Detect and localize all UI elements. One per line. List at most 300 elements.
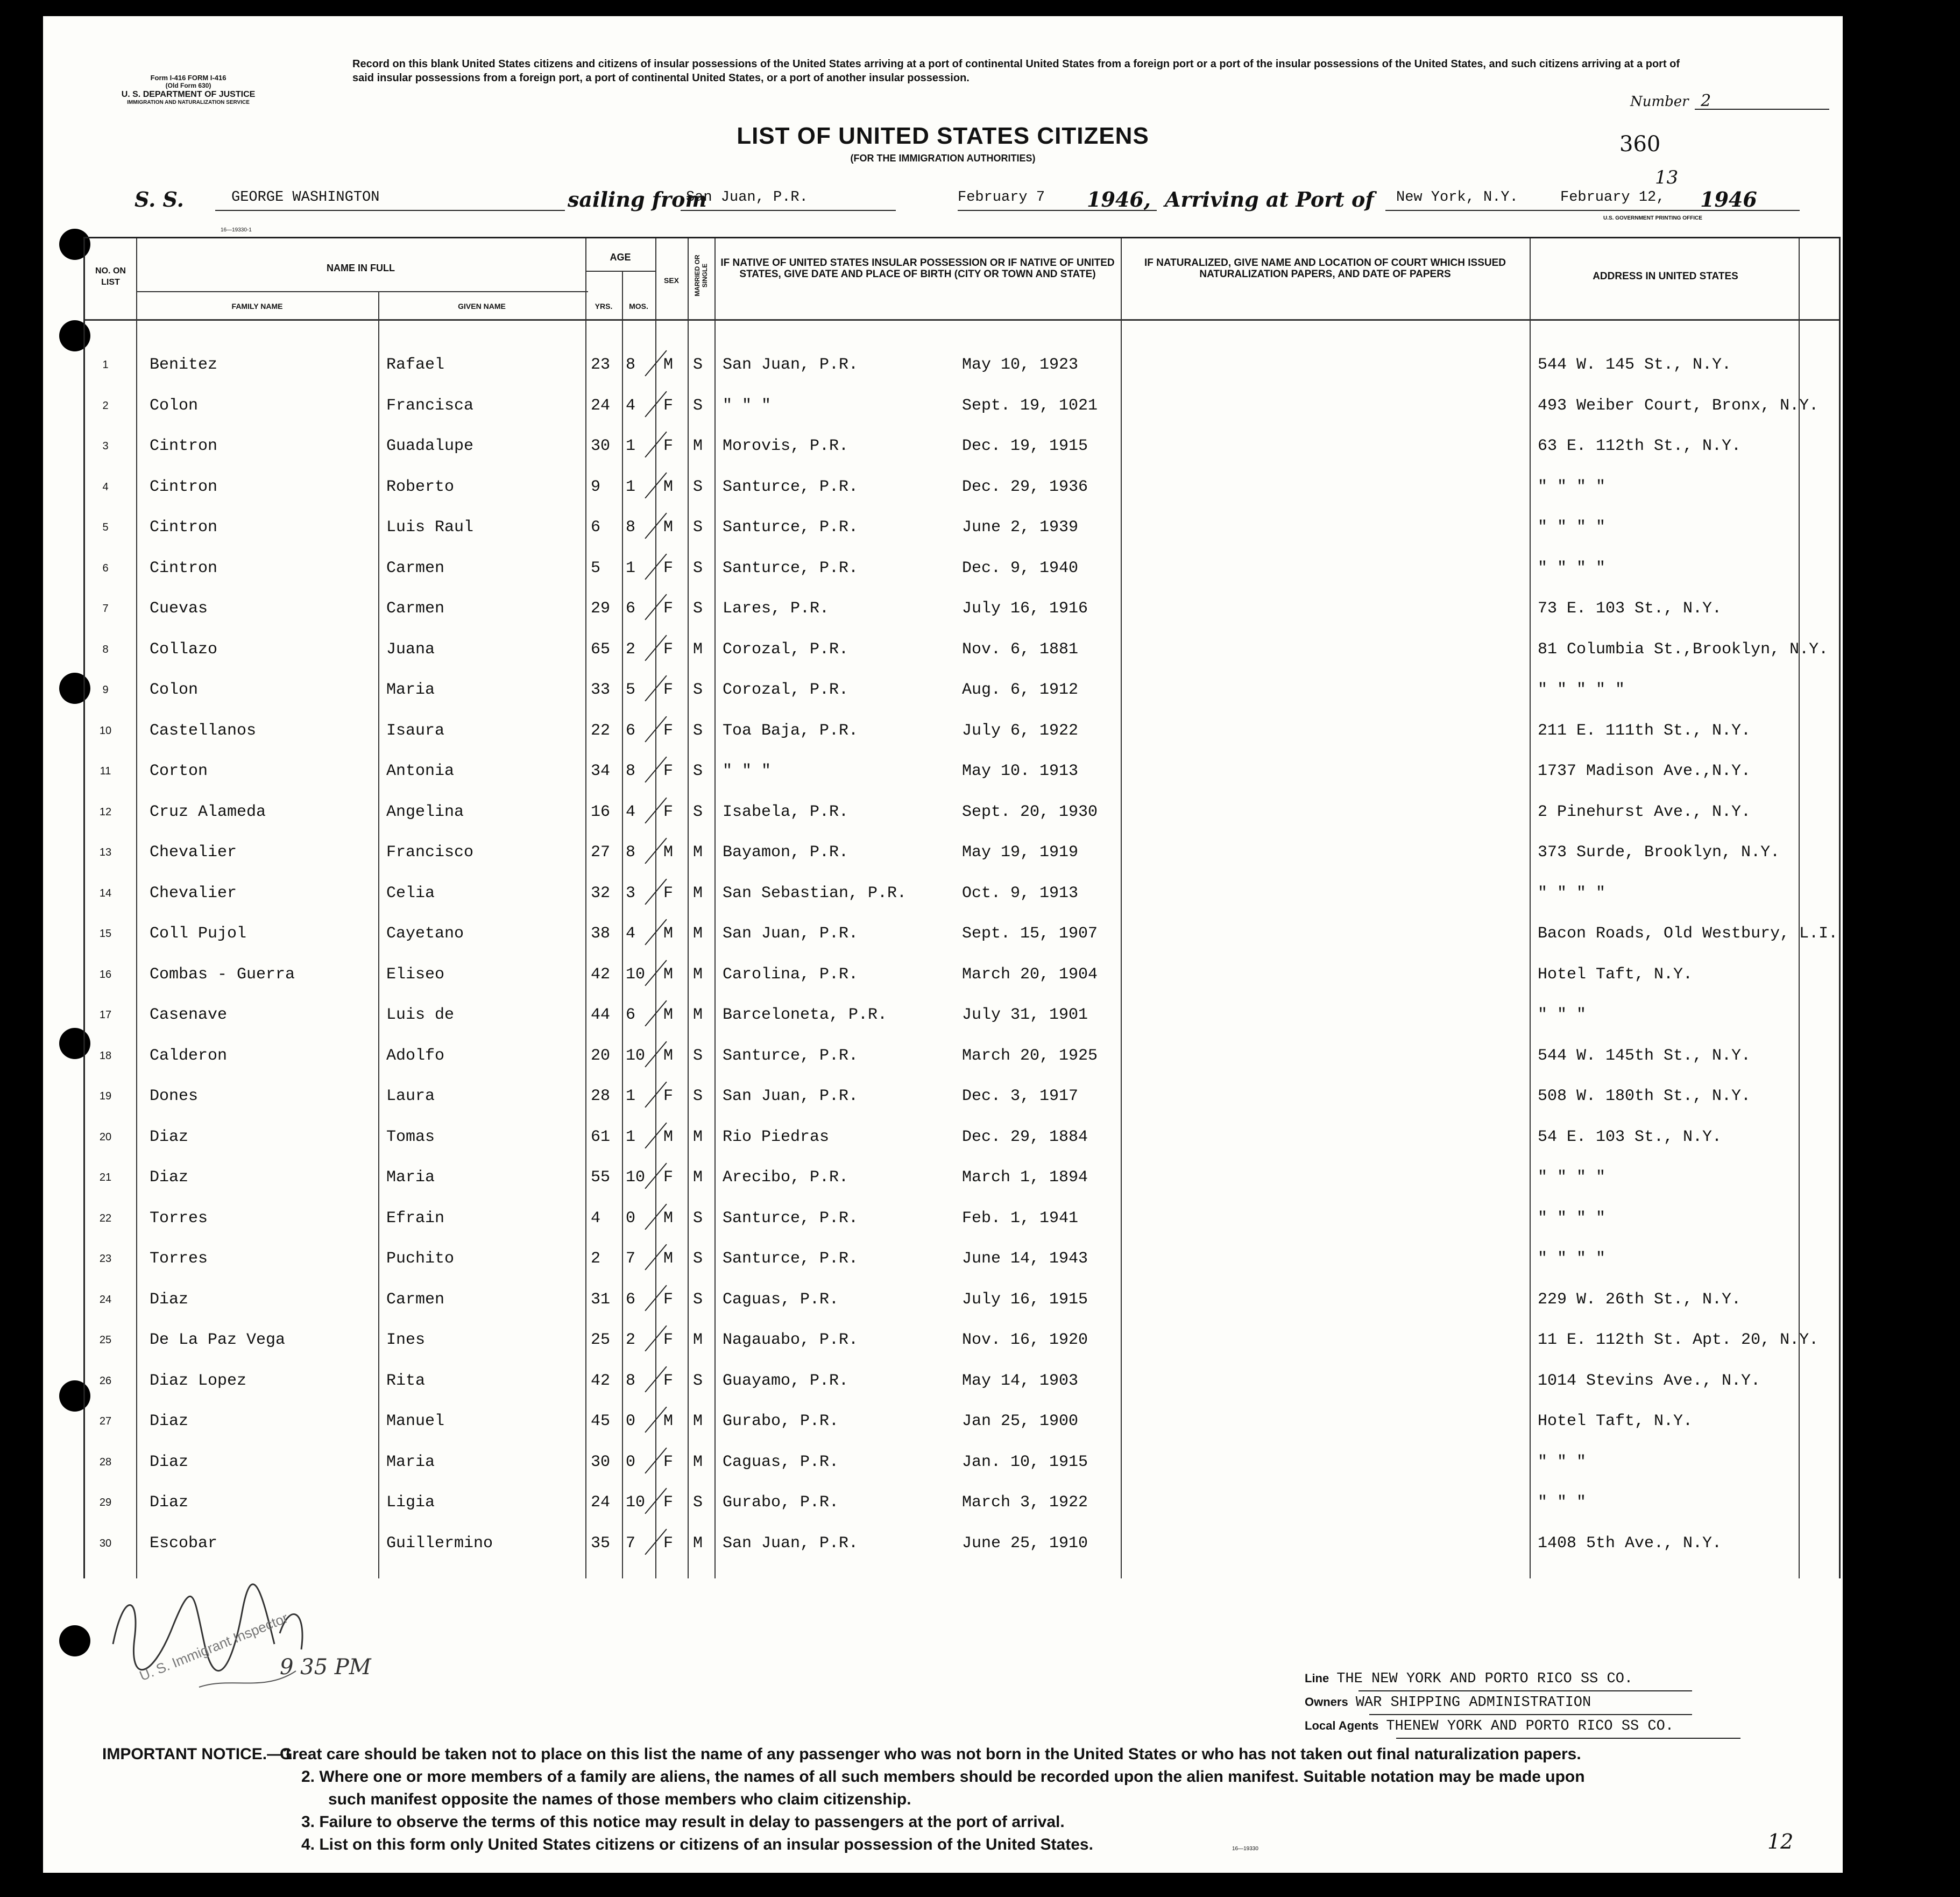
table-row: [85, 1045, 1839, 1067]
row-number: 18: [99, 1049, 112, 1062]
table-row: [85, 1370, 1839, 1392]
age-years: 34: [591, 762, 611, 780]
line-underline: [1358, 1690, 1692, 1691]
inspector-stamp: U. S. Immigrant Inspector: [137, 1609, 291, 1684]
birth-date: Sept. 20, 1930: [962, 802, 1098, 821]
marital-status: M: [693, 437, 703, 455]
birth-date: March 20, 1904: [962, 965, 1098, 984]
birth-date: Nov. 16, 1920: [962, 1331, 1088, 1349]
given-name: Carmen: [386, 600, 445, 618]
table-row: [85, 801, 1839, 823]
age-years: 27: [591, 843, 611, 862]
table-row: [85, 598, 1839, 619]
sex: F: [663, 681, 674, 699]
given-name: Francisca: [386, 396, 474, 415]
birth-date: Dec. 29, 1884: [962, 1127, 1088, 1146]
sex: F: [663, 640, 674, 659]
us-address: 1014 Stevins Ave., N.Y.: [1538, 1371, 1761, 1390]
marital-status: M: [693, 1452, 703, 1471]
departure-port: San Juan, P.R.: [686, 189, 808, 206]
age-months: 8: [626, 1371, 636, 1390]
sex: M: [663, 1209, 674, 1228]
row-number: 4: [102, 481, 109, 493]
hdr-mos: MOS.: [629, 302, 648, 311]
sex: M: [663, 1046, 674, 1065]
inspector-signature: [102, 1579, 382, 1709]
print-code: 16—19330-1: [221, 227, 252, 233]
age-years: 38: [591, 925, 611, 943]
us-address: " " " ": [1538, 1209, 1606, 1228]
age-months: 1: [626, 477, 636, 496]
given-name: Isaura: [386, 721, 445, 740]
table-row: [85, 1492, 1839, 1513]
birth-date: Dec. 19, 1915: [962, 437, 1088, 455]
given-name: Celia: [386, 884, 435, 902]
sex: F: [663, 559, 674, 577]
marital-status: S: [693, 802, 703, 821]
list-number: [1630, 91, 1711, 110]
marital-status: S: [693, 518, 703, 537]
birth-date: Sept. 15, 1907: [962, 925, 1098, 943]
us-address: 493 Weiber Court, Bronx, N.Y.: [1538, 396, 1819, 415]
birth-place: Lares, P.R.: [723, 600, 830, 618]
table-row: [85, 1126, 1839, 1148]
given-name: Guadalupe: [386, 437, 474, 455]
birth-date: Dec. 29, 1936: [962, 477, 1088, 496]
table-row: [85, 1533, 1839, 1554]
department: U. S. DEPARTMENT OF JUSTICE: [121, 89, 256, 99]
row-number: 14: [99, 887, 112, 899]
birth-date: July 31, 1901: [962, 1006, 1088, 1024]
age-years: 55: [591, 1168, 611, 1187]
marital-status: S: [693, 559, 703, 577]
age-months: 5: [626, 681, 636, 699]
table-row: [85, 1329, 1839, 1351]
birth-place: Rio Piedras: [723, 1127, 830, 1146]
owners-label: Owners: [1305, 1695, 1348, 1709]
given-name: Laura: [386, 1087, 435, 1105]
hdr-name: NAME IN FULL: [327, 263, 395, 273]
row-number: 26: [99, 1374, 112, 1387]
family-name: Benitez: [150, 356, 218, 374]
birth-place: Caguas, P.R.: [723, 1452, 839, 1471]
age-months: 0: [626, 1209, 636, 1228]
birth-place: Santurce, P.R.: [723, 518, 859, 537]
given-name: Antonia: [386, 762, 455, 780]
marital-status: S: [693, 477, 703, 496]
age-years: 24: [591, 1493, 611, 1512]
age-months: 2: [626, 1331, 636, 1349]
sailing-from-label: sailing from: [568, 187, 707, 211]
given-name: Angelina: [386, 802, 464, 821]
sex: M: [663, 477, 674, 496]
row-number: 27: [99, 1415, 112, 1427]
given-name: Maria: [386, 1168, 435, 1187]
birth-date: July 16, 1916: [962, 600, 1088, 618]
sex: M: [663, 1412, 674, 1430]
row-number: 22: [99, 1212, 112, 1224]
agents-label: Local Agents: [1305, 1719, 1379, 1732]
sex: M: [663, 356, 674, 374]
birth-place: Morovis, P.R.: [723, 437, 849, 455]
marital-status: M: [693, 1168, 703, 1187]
hdr-sex: SEX: [663, 276, 679, 285]
birth-date: July 16, 1915: [962, 1290, 1088, 1309]
departure-underline: [681, 210, 896, 211]
marital-status: M: [693, 1331, 703, 1349]
row-number: 8: [102, 643, 109, 655]
marital-status: S: [693, 1250, 703, 1268]
row-number: 24: [99, 1293, 112, 1306]
birth-date: Sept. 19, 1021: [962, 396, 1098, 415]
row-number: 2: [102, 399, 109, 412]
passenger-table: [83, 237, 1841, 1578]
us-address: " " " ": [1538, 559, 1606, 577]
age-months: 3: [626, 884, 636, 902]
birth-date: Aug. 6, 1912: [962, 681, 1079, 699]
birth-place: " " ": [723, 396, 772, 415]
sex: M: [663, 1006, 674, 1024]
given-name: Maria: [386, 681, 435, 699]
age-years: 30: [591, 1452, 611, 1471]
hdr-age: AGE: [610, 252, 631, 263]
form-number: Form I-416 FORM I-416: [150, 74, 227, 82]
family-name: Cuevas: [150, 600, 208, 618]
arrival-underline: [1385, 210, 1800, 211]
age-months: 8: [626, 356, 636, 374]
hdr-given: GIVEN NAME: [458, 302, 506, 311]
family-name: Diaz: [150, 1290, 189, 1309]
row-number: 29: [99, 1497, 112, 1508]
birth-place: San Juan, P.R.: [723, 925, 859, 943]
marital-status: M: [693, 1127, 703, 1146]
age-years: 65: [591, 640, 611, 659]
row-number: 15: [99, 928, 112, 940]
family-name: Diaz: [150, 1452, 189, 1471]
marital-status: S: [693, 600, 703, 618]
us-address: 1737 Madison Ave.,N.Y.: [1538, 762, 1751, 780]
age-years: 35: [591, 1534, 611, 1553]
row-number: 9: [102, 684, 109, 696]
notice-heading: IMPORTANT NOTICE.—1.: [102, 1745, 297, 1763]
hdr-no: NO. ON LIST: [95, 266, 126, 287]
sex: M: [663, 843, 674, 862]
family-name: Calderon: [150, 1046, 228, 1065]
table-row: [85, 476, 1839, 498]
row-number: 17: [99, 1009, 112, 1021]
birth-place: San Sebastian, P.R.: [723, 884, 907, 902]
age-months: 1: [626, 437, 636, 455]
birth-date: Dec. 9, 1940: [962, 559, 1079, 577]
departure-date: February 7: [958, 189, 1045, 206]
family-name: Combas - Guerra: [150, 965, 295, 984]
family-name: Cintron: [150, 477, 218, 496]
page-mark: 12: [1767, 1830, 1794, 1853]
table-row: [85, 1411, 1839, 1432]
sex: F: [663, 721, 674, 740]
age-months: 2: [626, 640, 636, 659]
family-name: Colon: [150, 396, 199, 415]
birth-place: Santurce, P.R.: [723, 559, 859, 577]
us-address: 11 E. 112th St. Apt. 20, N.Y.: [1538, 1331, 1819, 1349]
row-number: 7: [102, 603, 109, 615]
table-row: [85, 1004, 1839, 1026]
sex: F: [663, 396, 674, 415]
given-name: Rafael: [386, 356, 445, 374]
table-row: [85, 1167, 1839, 1188]
birth-place: Santurce, P.R.: [723, 477, 859, 496]
punch-hole: [59, 1625, 90, 1656]
birth-place: San Juan, P.R.: [723, 1087, 859, 1105]
table-row: [85, 558, 1839, 579]
table-row: [85, 720, 1839, 742]
given-name: Guillermino: [386, 1534, 493, 1553]
age-months: 6: [626, 721, 636, 740]
line-label: Line: [1305, 1672, 1329, 1685]
age-years: 31: [591, 1290, 611, 1309]
marital-status: S: [693, 681, 703, 699]
given-name: Efrain: [386, 1209, 445, 1228]
birth-place: Carolina, P.R.: [723, 965, 859, 984]
birth-date: Jan. 10, 1915: [962, 1452, 1088, 1471]
age-years: 5: [591, 559, 601, 577]
us-address: 81 Columbia St.,Brooklyn, N.Y.: [1538, 640, 1829, 659]
us-address: 211 E. 111th St., N.Y.: [1538, 721, 1751, 740]
hdr-family: FAMILY NAME: [231, 302, 283, 311]
age-years: 28: [591, 1087, 611, 1105]
marital-status: S: [693, 396, 703, 415]
us-address: 544 W. 145 St., N.Y.: [1538, 356, 1732, 374]
given-name: Eliseo: [386, 965, 445, 984]
header-instruction: Record on this blank United States citizens and citizens of insular possessions of the United States arriving at a port of continental United States from a foreign port or a port of the insular possessions of the United States, and such citizens arriving at a port of said insular possessions from a foreign port, a port of continental United States, or a port of another insular possession.: [352, 58, 1680, 84]
sex: F: [663, 1087, 674, 1105]
old-form: (Old Form 630): [165, 81, 211, 89]
given-name: Ines: [386, 1331, 426, 1349]
us-address: 544 W. 145th St., N.Y.: [1538, 1046, 1751, 1065]
notice-item-1: Great care should be taken not to place on this list the name of any passenger who was not born in the United States or who has not taken out final naturalization papers.: [280, 1745, 1581, 1763]
table-row: [85, 964, 1839, 985]
family-name: Corton: [150, 762, 208, 780]
age-months: 10: [626, 965, 646, 984]
printing-office: U.S. GOVERNMENT PRINTING OFFICE: [1603, 215, 1702, 221]
notice-item-2: 2. Where one or more members of a family are aliens, the names of all such members should be recorded upon the alien manifest. Suitable notation may be made upon: [301, 1768, 1585, 1786]
ship-name: GEORGE WASHINGTON: [231, 189, 380, 206]
marital-status: M: [693, 965, 703, 984]
family-name: Dones: [150, 1087, 199, 1105]
hdr-birth: IF NATIVE OF UNITED STATES INSULAR POSSESSION OR IF NATIVE OF UNITED STATES, GIVE DATE AND PLACE OF BIRTH (CITY OR TOWN AND STATE): [720, 257, 1115, 280]
age-months: 0: [626, 1452, 636, 1471]
family-name: Collazo: [150, 640, 218, 659]
us-address: Hotel Taft, N.Y.: [1538, 1412, 1693, 1430]
age-months: 6: [626, 600, 636, 618]
table-row: [85, 639, 1839, 660]
age-years: 2: [591, 1250, 601, 1268]
us-address: 229 W. 26th St., N.Y.: [1538, 1290, 1742, 1309]
birth-place: Isabela, P.R.: [723, 802, 849, 821]
age-months: 10: [626, 1046, 646, 1065]
family-name: Diaz: [150, 1168, 189, 1187]
birth-place: Santurce, P.R.: [723, 1250, 859, 1268]
birth-date: June 2, 1939: [962, 518, 1079, 537]
age-months: 10: [626, 1493, 646, 1512]
us-address: 373 Surde, Brooklyn, N.Y.: [1538, 843, 1780, 862]
age-years: 6: [591, 518, 601, 537]
birth-place: Gurabo, P.R.: [723, 1412, 839, 1430]
table-row: [85, 679, 1839, 701]
sex: M: [663, 925, 674, 943]
us-address: " " " ": [1538, 477, 1606, 496]
age-years: 42: [591, 1371, 611, 1390]
marital-status: S: [693, 356, 703, 374]
sex: F: [663, 600, 674, 618]
age-years: 61: [591, 1127, 611, 1146]
row-number: 28: [99, 1456, 112, 1468]
row-number: 1: [102, 359, 109, 371]
table-row: [85, 760, 1839, 782]
family-name: Cruz Alameda: [150, 802, 266, 821]
family-name: Cintron: [150, 559, 218, 577]
marital-status: M: [693, 640, 703, 659]
birth-place: Gurabo, P.R.: [723, 1493, 839, 1512]
birth-place: " " ": [723, 762, 772, 780]
family-name: Chevalier: [150, 843, 237, 862]
us-address: " " " ": [1538, 1168, 1606, 1187]
birth-date: Feb. 1, 1941: [962, 1209, 1079, 1228]
hdr-naturalized: IF NATURALIZED, GIVE NAME AND LOCATION OF COURT WHICH ISSUED NATURALIZATION PAPERS, AND DATE OF PAPERS: [1144, 257, 1506, 280]
given-name: Luis Raul: [386, 518, 474, 537]
given-name: Puchito: [386, 1250, 455, 1268]
given-name: Juana: [386, 640, 435, 659]
marital-status: S: [693, 1493, 703, 1512]
birth-date: June 25, 1910: [962, 1534, 1088, 1553]
age-months: 8: [626, 843, 636, 862]
birth-date: May 10, 1923: [962, 356, 1079, 374]
us-address: Bacon Roads, Old Westbury, L.I.: [1538, 925, 1838, 943]
age-years: 22: [591, 721, 611, 740]
birth-date: March 20, 1925: [962, 1046, 1098, 1065]
row-number: 21: [99, 1172, 112, 1183]
birth-date: March 3, 1922: [962, 1493, 1088, 1512]
page-stamp: 360: [1619, 132, 1661, 157]
age-years: 32: [591, 884, 611, 902]
given-name: Carmen: [386, 559, 445, 577]
us-address: " " ": [1538, 1452, 1587, 1471]
line-value: THE NEW YORK AND PORTO RICO SS CO.: [1336, 1671, 1633, 1687]
family-name: De La Paz Vega: [150, 1331, 286, 1349]
marital-status: S: [693, 762, 703, 780]
row-number: 19: [99, 1090, 112, 1102]
us-address: " " " ": [1538, 884, 1606, 902]
family-name: Diaz: [150, 1493, 189, 1512]
sex: F: [663, 1493, 674, 1512]
age-years: 4: [591, 1209, 601, 1228]
birth-place: San Juan, P.R.: [723, 1534, 859, 1553]
sex: M: [663, 1127, 674, 1146]
age-months: 1: [626, 559, 636, 577]
family-name: Casenave: [150, 1006, 228, 1024]
marital-status: S: [693, 721, 703, 740]
age-months: 4: [626, 396, 636, 415]
age-header-divider: [585, 271, 655, 272]
birth-date: May 14, 1903: [962, 1371, 1079, 1390]
age-months: 10: [626, 1168, 646, 1187]
family-name: Colon: [150, 681, 199, 699]
row-number: 16: [99, 968, 112, 981]
inspector-time: 9 35 PM: [280, 1655, 371, 1680]
sex: F: [663, 1452, 674, 1471]
marital-status: M: [693, 843, 703, 862]
table-row: [85, 923, 1839, 944]
arrival-year: 1946: [1700, 187, 1757, 211]
birth-place: Arecibo, P.R.: [723, 1168, 849, 1187]
family-name: Cintron: [150, 437, 218, 455]
number-value: 2: [1701, 91, 1711, 110]
family-name: Diaz: [150, 1412, 189, 1430]
table-row: [85, 395, 1839, 417]
us-address: 73 E. 103 St., N.Y.: [1538, 600, 1722, 618]
age-months: 8: [626, 518, 636, 537]
family-name: Diaz: [150, 1127, 189, 1146]
sex: F: [663, 762, 674, 780]
table-row: [85, 1208, 1839, 1229]
age-months: 1: [626, 1087, 636, 1105]
marital-status: S: [693, 1087, 703, 1105]
age-months: 0: [626, 1412, 636, 1430]
us-address: " " " ": [1538, 518, 1606, 537]
family-name: Cintron: [150, 518, 218, 537]
sex: M: [663, 1250, 674, 1268]
given-name: Ligia: [386, 1493, 435, 1512]
given-name: Tomas: [386, 1127, 435, 1146]
hdr-married: MARRIED OR SINGLE: [694, 255, 709, 297]
sex: F: [663, 1534, 674, 1553]
sex: F: [663, 1168, 674, 1187]
us-address: 54 E. 103 St., N.Y.: [1538, 1127, 1722, 1146]
notice-item-2-cont: such manifest opposite the names of those members who claim citizenship.: [328, 1790, 911, 1808]
birth-date: Dec. 3, 1917: [962, 1087, 1079, 1105]
arriving-label: Arriving at Port of: [1165, 187, 1374, 211]
birth-date: July 6, 1922: [962, 721, 1079, 740]
birth-place: Bayamon, P.R.: [723, 843, 849, 862]
row-number: 3: [102, 440, 109, 452]
row-number: 10: [99, 724, 112, 737]
table-row: [85, 1248, 1839, 1270]
given-name: Maria: [386, 1452, 435, 1471]
age-months: 6: [626, 1290, 636, 1309]
us-address: 63 E. 112th St., N.Y.: [1538, 437, 1742, 455]
given-name: Luis de: [386, 1006, 455, 1024]
birth-date: June 14, 1943: [962, 1250, 1088, 1268]
notice-item-4: 4. List on this form only United States citizens or citizens of an insular possession of the United States.: [301, 1836, 1093, 1853]
owners-value: WAR SHIPPING ADMINISTRATION: [1355, 1695, 1591, 1711]
age-months: 7: [626, 1250, 636, 1268]
age-years: 29: [591, 600, 611, 618]
age-years: 42: [591, 965, 611, 984]
birth-date: Oct. 9, 1913: [962, 884, 1079, 902]
owners-underline: [1369, 1714, 1692, 1715]
birth-date: March 1, 1894: [962, 1168, 1088, 1187]
bottom-print-code: 16—19330: [1232, 1846, 1258, 1852]
given-name: Francisco: [386, 843, 474, 862]
family-name: Castellanos: [150, 721, 257, 740]
marital-status: S: [693, 1209, 703, 1228]
family-name: Coll Pujol: [150, 925, 247, 943]
marital-status: M: [693, 1412, 703, 1430]
family-name: Chevalier: [150, 884, 237, 902]
table-row: [85, 517, 1839, 538]
row-number: 23: [99, 1253, 112, 1265]
family-name: Escobar: [150, 1534, 218, 1553]
